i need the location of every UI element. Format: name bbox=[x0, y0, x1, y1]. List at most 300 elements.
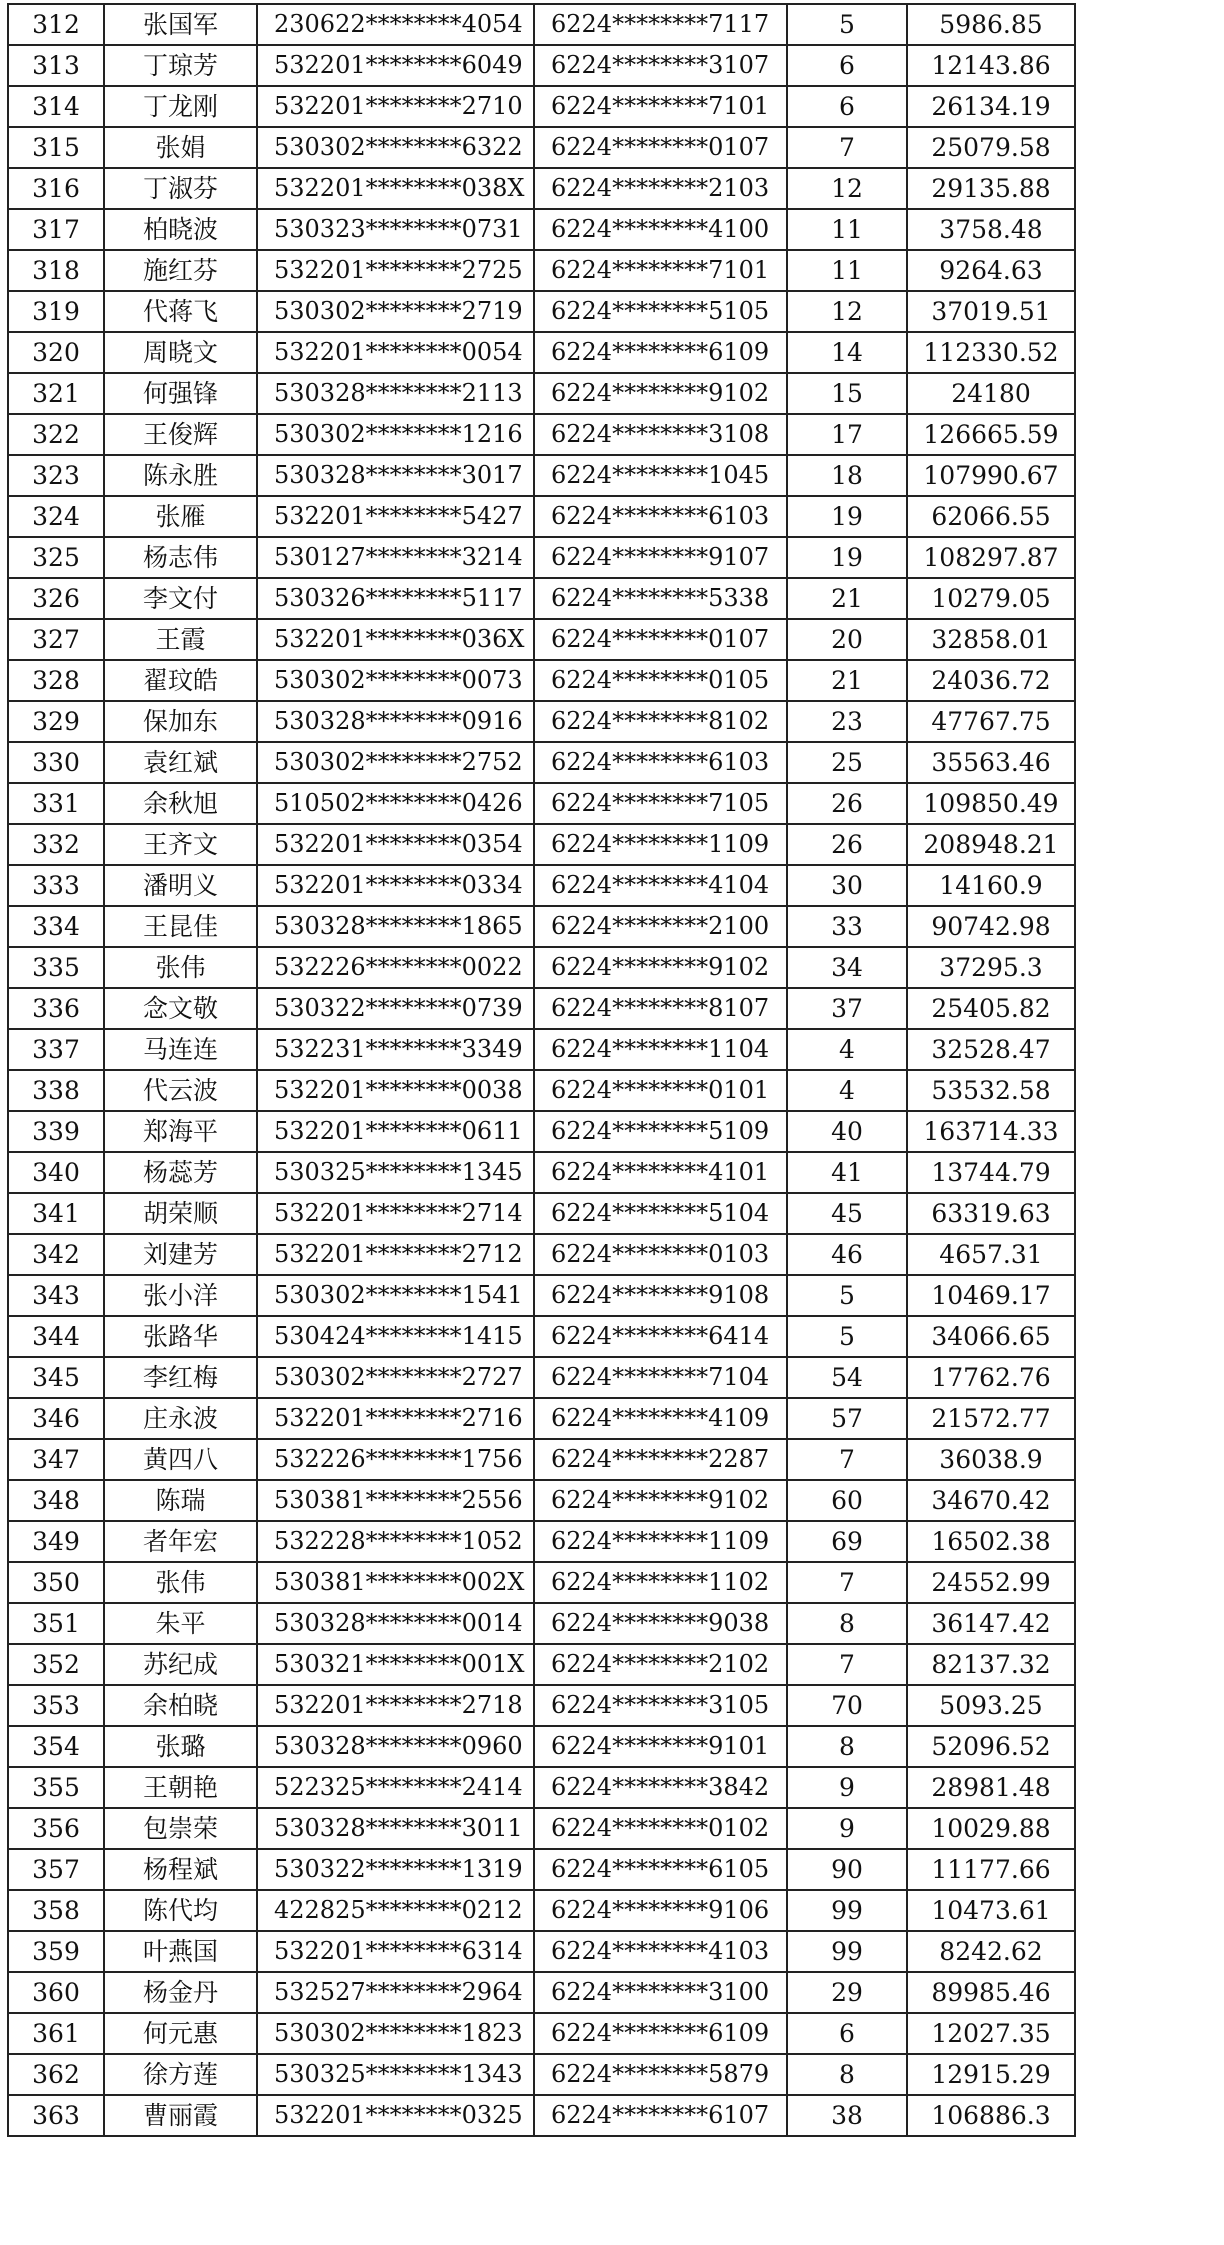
name-cell: 马连连 bbox=[104, 1029, 257, 1070]
count-cell: 99 bbox=[787, 1931, 907, 1972]
row-number-cell: 348 bbox=[8, 1480, 104, 1521]
id-number-cell: 530302********1216 bbox=[257, 414, 534, 455]
count-cell: 33 bbox=[787, 906, 907, 947]
count-cell: 38 bbox=[787, 2095, 907, 2136]
amount-cell: 28981.48 bbox=[907, 1767, 1075, 1808]
amount-cell: 108297.87 bbox=[907, 537, 1075, 578]
row-number-cell: 345 bbox=[8, 1357, 104, 1398]
row-number-cell: 331 bbox=[8, 783, 104, 824]
row-number-cell: 312 bbox=[8, 4, 104, 45]
row-number-cell: 330 bbox=[8, 742, 104, 783]
id-number-cell: 530302********0073 bbox=[257, 660, 534, 701]
name-cell: 周晓文 bbox=[104, 332, 257, 373]
table-row bbox=[8, 250, 1075, 291]
row-number-cell: 340 bbox=[8, 1152, 104, 1193]
amount-cell: 37019.51 bbox=[907, 291, 1075, 332]
bank-card-cell: 6224********0107 bbox=[534, 127, 787, 168]
table-row bbox=[8, 1603, 1075, 1644]
count-cell: 8 bbox=[787, 2054, 907, 2095]
name-cell: 潘明义 bbox=[104, 865, 257, 906]
table-row bbox=[8, 168, 1075, 209]
amount-cell: 13744.79 bbox=[907, 1152, 1075, 1193]
amount-cell: 34670.42 bbox=[907, 1480, 1075, 1521]
bank-card-cell: 6224********6103 bbox=[534, 496, 787, 537]
count-cell: 5 bbox=[787, 1275, 907, 1316]
row-number-cell: 356 bbox=[8, 1808, 104, 1849]
count-cell: 15 bbox=[787, 373, 907, 414]
name-cell: 张国军 bbox=[104, 4, 257, 45]
row-number-cell: 327 bbox=[8, 619, 104, 660]
id-number-cell: 510502********0426 bbox=[257, 783, 534, 824]
id-number-cell: 530328********0916 bbox=[257, 701, 534, 742]
name-cell: 叶燕国 bbox=[104, 1931, 257, 1972]
table-row bbox=[8, 209, 1075, 250]
row-number-cell: 358 bbox=[8, 1890, 104, 1931]
row-number-cell: 351 bbox=[8, 1603, 104, 1644]
name-cell: 胡荣顺 bbox=[104, 1193, 257, 1234]
table-row bbox=[8, 1234, 1075, 1275]
table-row bbox=[8, 291, 1075, 332]
bank-card-cell: 6224********9107 bbox=[534, 537, 787, 578]
bank-card-cell: 6224********1104 bbox=[534, 1029, 787, 1070]
bank-card-cell: 6224********8107 bbox=[534, 988, 787, 1029]
bank-card-cell: 6224********6414 bbox=[534, 1316, 787, 1357]
name-cell: 陈永胜 bbox=[104, 455, 257, 496]
name-cell: 陈瑞 bbox=[104, 1480, 257, 1521]
id-number-cell: 532201********0611 bbox=[257, 1111, 534, 1152]
table-row bbox=[8, 373, 1075, 414]
bank-card-cell: 6224********5104 bbox=[534, 1193, 787, 1234]
bank-card-cell: 6224********7101 bbox=[534, 86, 787, 127]
amount-cell: 52096.52 bbox=[907, 1726, 1075, 1767]
count-cell: 40 bbox=[787, 1111, 907, 1152]
row-number-cell: 341 bbox=[8, 1193, 104, 1234]
name-cell: 苏纪成 bbox=[104, 1644, 257, 1685]
id-number-cell: 530328********3011 bbox=[257, 1808, 534, 1849]
id-number-cell: 530302********1541 bbox=[257, 1275, 534, 1316]
id-number-cell: 532201********0354 bbox=[257, 824, 534, 865]
bank-card-cell: 6224********0103 bbox=[534, 1234, 787, 1275]
id-number-cell: 530328********0014 bbox=[257, 1603, 534, 1644]
name-cell: 杨蕊芳 bbox=[104, 1152, 257, 1193]
bank-card-cell: 6224********3107 bbox=[534, 45, 787, 86]
count-cell: 57 bbox=[787, 1398, 907, 1439]
table-row bbox=[8, 1070, 1075, 1111]
table-row bbox=[8, 86, 1075, 127]
id-number-cell: 532201********0054 bbox=[257, 332, 534, 373]
table-row bbox=[8, 619, 1075, 660]
count-cell: 5 bbox=[787, 1316, 907, 1357]
id-number-cell: 532201********2725 bbox=[257, 250, 534, 291]
name-cell: 余柏晓 bbox=[104, 1685, 257, 1726]
bank-card-cell: 6224********2100 bbox=[534, 906, 787, 947]
count-cell: 11 bbox=[787, 250, 907, 291]
name-cell: 张小洋 bbox=[104, 1275, 257, 1316]
table-row bbox=[8, 127, 1075, 168]
table-row bbox=[8, 1808, 1075, 1849]
count-cell: 21 bbox=[787, 578, 907, 619]
amount-cell: 11177.66 bbox=[907, 1849, 1075, 1890]
table-row bbox=[8, 947, 1075, 988]
table-row bbox=[8, 1316, 1075, 1357]
name-cell: 王霞 bbox=[104, 619, 257, 660]
row-number-cell: 352 bbox=[8, 1644, 104, 1685]
name-cell: 张娟 bbox=[104, 127, 257, 168]
table-row bbox=[8, 496, 1075, 537]
name-cell: 张璐 bbox=[104, 1726, 257, 1767]
id-number-cell: 532201********6314 bbox=[257, 1931, 534, 1972]
table-row bbox=[8, 455, 1075, 496]
amount-cell: 25079.58 bbox=[907, 127, 1075, 168]
table-row bbox=[8, 332, 1075, 373]
amount-cell: 126665.59 bbox=[907, 414, 1075, 455]
bank-card-cell: 6224********6107 bbox=[534, 2095, 787, 2136]
bank-card-cell: 6224********4101 bbox=[534, 1152, 787, 1193]
bank-card-cell: 6224********3842 bbox=[534, 1767, 787, 1808]
amount-cell: 10029.88 bbox=[907, 1808, 1075, 1849]
id-number-cell: 532228********1052 bbox=[257, 1521, 534, 1562]
bank-card-cell: 6224********4104 bbox=[534, 865, 787, 906]
id-number-cell: 532527********2964 bbox=[257, 1972, 534, 2013]
table-body bbox=[8, 4, 1075, 2136]
count-cell: 70 bbox=[787, 1685, 907, 1726]
name-cell: 郑海平 bbox=[104, 1111, 257, 1152]
row-number-cell: 318 bbox=[8, 250, 104, 291]
amount-cell: 5986.85 bbox=[907, 4, 1075, 45]
table-row bbox=[8, 1726, 1075, 1767]
amount-cell: 14160.9 bbox=[907, 865, 1075, 906]
count-cell: 30 bbox=[787, 865, 907, 906]
row-number-cell: 317 bbox=[8, 209, 104, 250]
table-row bbox=[8, 1398, 1075, 1439]
row-number-cell: 324 bbox=[8, 496, 104, 537]
amount-cell: 90742.98 bbox=[907, 906, 1075, 947]
id-number-cell: 530321********001X bbox=[257, 1644, 534, 1685]
bank-card-cell: 6224********6105 bbox=[534, 1849, 787, 1890]
row-number-cell: 357 bbox=[8, 1849, 104, 1890]
amount-cell: 163714.33 bbox=[907, 1111, 1075, 1152]
id-number-cell: 422825********0212 bbox=[257, 1890, 534, 1931]
name-cell: 袁红斌 bbox=[104, 742, 257, 783]
name-cell: 保加东 bbox=[104, 701, 257, 742]
row-number-cell: 315 bbox=[8, 127, 104, 168]
bank-card-cell: 6224********6103 bbox=[534, 742, 787, 783]
id-number-cell: 530424********1415 bbox=[257, 1316, 534, 1357]
bank-card-cell: 6224********9106 bbox=[534, 1890, 787, 1931]
row-number-cell: 329 bbox=[8, 701, 104, 742]
bank-card-cell: 6224********1109 bbox=[534, 824, 787, 865]
table-row bbox=[8, 988, 1075, 1029]
row-number-cell: 353 bbox=[8, 1685, 104, 1726]
bank-card-cell: 6224********7104 bbox=[534, 1357, 787, 1398]
table-row bbox=[8, 1111, 1075, 1152]
name-cell: 代云波 bbox=[104, 1070, 257, 1111]
row-number-cell: 337 bbox=[8, 1029, 104, 1070]
name-cell: 杨程斌 bbox=[104, 1849, 257, 1890]
row-number-cell: 322 bbox=[8, 414, 104, 455]
amount-cell: 47767.75 bbox=[907, 701, 1075, 742]
id-number-cell: 530127********3214 bbox=[257, 537, 534, 578]
id-number-cell: 532201********2710 bbox=[257, 86, 534, 127]
row-number-cell: 326 bbox=[8, 578, 104, 619]
amount-cell: 24552.99 bbox=[907, 1562, 1075, 1603]
count-cell: 45 bbox=[787, 1193, 907, 1234]
bank-card-cell: 6224********6109 bbox=[534, 332, 787, 373]
id-number-cell: 532226********0022 bbox=[257, 947, 534, 988]
row-number-cell: 350 bbox=[8, 1562, 104, 1603]
amount-cell: 24036.72 bbox=[907, 660, 1075, 701]
table-row bbox=[8, 1685, 1075, 1726]
name-cell: 朱平 bbox=[104, 1603, 257, 1644]
name-cell: 丁淑芬 bbox=[104, 168, 257, 209]
amount-cell: 34066.65 bbox=[907, 1316, 1075, 1357]
name-cell: 者年宏 bbox=[104, 1521, 257, 1562]
count-cell: 34 bbox=[787, 947, 907, 988]
name-cell: 张路华 bbox=[104, 1316, 257, 1357]
name-cell: 庄永波 bbox=[104, 1398, 257, 1439]
id-number-cell: 530326********5117 bbox=[257, 578, 534, 619]
count-cell: 41 bbox=[787, 1152, 907, 1193]
amount-cell: 106886.3 bbox=[907, 2095, 1075, 2136]
id-number-cell: 530322********1319 bbox=[257, 1849, 534, 1890]
count-cell: 26 bbox=[787, 783, 907, 824]
bank-card-cell: 6224********4100 bbox=[534, 209, 787, 250]
row-number-cell: 359 bbox=[8, 1931, 104, 1972]
bank-card-cell: 6224********6109 bbox=[534, 2013, 787, 2054]
table-row bbox=[8, 1029, 1075, 1070]
row-number-cell: 332 bbox=[8, 824, 104, 865]
id-number-cell: 532201********038X bbox=[257, 168, 534, 209]
table-row bbox=[8, 701, 1075, 742]
amount-cell: 26134.19 bbox=[907, 86, 1075, 127]
id-number-cell: 530302********6322 bbox=[257, 127, 534, 168]
amount-cell: 12143.86 bbox=[907, 45, 1075, 86]
id-number-cell: 532231********3349 bbox=[257, 1029, 534, 1070]
name-cell: 杨金丹 bbox=[104, 1972, 257, 2013]
table-row bbox=[8, 2054, 1075, 2095]
count-cell: 5 bbox=[787, 4, 907, 45]
amount-cell: 25405.82 bbox=[907, 988, 1075, 1029]
bank-card-cell: 6224********1102 bbox=[534, 1562, 787, 1603]
table-row bbox=[8, 1480, 1075, 1521]
amount-cell: 16502.38 bbox=[907, 1521, 1075, 1562]
count-cell: 12 bbox=[787, 291, 907, 332]
count-cell: 29 bbox=[787, 1972, 907, 2013]
row-number-cell: 361 bbox=[8, 2013, 104, 2054]
row-number-cell: 319 bbox=[8, 291, 104, 332]
name-cell: 王朝艳 bbox=[104, 1767, 257, 1808]
row-number-cell: 343 bbox=[8, 1275, 104, 1316]
row-number-cell: 323 bbox=[8, 455, 104, 496]
id-number-cell: 530302********1823 bbox=[257, 2013, 534, 2054]
bank-card-cell: 6224********0105 bbox=[534, 660, 787, 701]
name-cell: 何强锋 bbox=[104, 373, 257, 414]
name-cell: 王俊辉 bbox=[104, 414, 257, 455]
bank-card-cell: 6224********3105 bbox=[534, 1685, 787, 1726]
amount-cell: 112330.52 bbox=[907, 332, 1075, 373]
table-row bbox=[8, 660, 1075, 701]
amount-cell: 208948.21 bbox=[907, 824, 1075, 865]
row-number-cell: 349 bbox=[8, 1521, 104, 1562]
count-cell: 21 bbox=[787, 660, 907, 701]
count-cell: 9 bbox=[787, 1808, 907, 1849]
count-cell: 7 bbox=[787, 1439, 907, 1480]
id-number-cell: 530302********2719 bbox=[257, 291, 534, 332]
bank-card-cell: 6224********2102 bbox=[534, 1644, 787, 1685]
row-number-cell: 360 bbox=[8, 1972, 104, 2013]
amount-cell: 82137.32 bbox=[907, 1644, 1075, 1685]
id-number-cell: 532226********1756 bbox=[257, 1439, 534, 1480]
count-cell: 26 bbox=[787, 824, 907, 865]
table-row bbox=[8, 906, 1075, 947]
data-table bbox=[7, 3, 1076, 2137]
table-row bbox=[8, 537, 1075, 578]
count-cell: 69 bbox=[787, 1521, 907, 1562]
bank-card-cell: 6224********3108 bbox=[534, 414, 787, 455]
name-cell: 丁龙刚 bbox=[104, 86, 257, 127]
row-number-cell: 354 bbox=[8, 1726, 104, 1767]
bank-card-cell: 6224********5879 bbox=[534, 2054, 787, 2095]
amount-cell: 63319.63 bbox=[907, 1193, 1075, 1234]
table-row bbox=[8, 2095, 1075, 2136]
amount-cell: 12027.35 bbox=[907, 2013, 1075, 2054]
amount-cell: 107990.67 bbox=[907, 455, 1075, 496]
bank-card-cell: 6224********7105 bbox=[534, 783, 787, 824]
bank-card-cell: 6224********8102 bbox=[534, 701, 787, 742]
name-cell: 念文敬 bbox=[104, 988, 257, 1029]
count-cell: 23 bbox=[787, 701, 907, 742]
bank-card-cell: 6224********4109 bbox=[534, 1398, 787, 1439]
amount-cell: 32858.01 bbox=[907, 619, 1075, 660]
count-cell: 8 bbox=[787, 1603, 907, 1644]
table-row bbox=[8, 414, 1075, 455]
amount-cell: 24180 bbox=[907, 373, 1075, 414]
name-cell: 翟玟皓 bbox=[104, 660, 257, 701]
name-cell: 代蒋飞 bbox=[104, 291, 257, 332]
table-row bbox=[8, 1972, 1075, 2013]
count-cell: 6 bbox=[787, 86, 907, 127]
row-number-cell: 328 bbox=[8, 660, 104, 701]
id-number-cell: 532201********6049 bbox=[257, 45, 534, 86]
bank-card-cell: 6224********2287 bbox=[534, 1439, 787, 1480]
name-cell: 何元惠 bbox=[104, 2013, 257, 2054]
name-cell: 张雁 bbox=[104, 496, 257, 537]
table-row bbox=[8, 1849, 1075, 1890]
id-number-cell: 530302********2752 bbox=[257, 742, 534, 783]
row-number-cell: 316 bbox=[8, 168, 104, 209]
table-row bbox=[8, 783, 1075, 824]
count-cell: 19 bbox=[787, 537, 907, 578]
amount-cell: 9264.63 bbox=[907, 250, 1075, 291]
id-number-cell: 532201********2712 bbox=[257, 1234, 534, 1275]
id-number-cell: 530323********0731 bbox=[257, 209, 534, 250]
bank-card-cell: 6224********9102 bbox=[534, 947, 787, 988]
row-number-cell: 333 bbox=[8, 865, 104, 906]
amount-cell: 10469.17 bbox=[907, 1275, 1075, 1316]
amount-cell: 37295.3 bbox=[907, 947, 1075, 988]
row-number-cell: 314 bbox=[8, 86, 104, 127]
id-number-cell: 530328********1865 bbox=[257, 906, 534, 947]
count-cell: 60 bbox=[787, 1480, 907, 1521]
table-row bbox=[8, 45, 1075, 86]
bank-card-cell: 6224********0102 bbox=[534, 1808, 787, 1849]
row-number-cell: 339 bbox=[8, 1111, 104, 1152]
row-number-cell: 362 bbox=[8, 2054, 104, 2095]
count-cell: 54 bbox=[787, 1357, 907, 1398]
id-number-cell: 532201********2718 bbox=[257, 1685, 534, 1726]
row-number-cell: 334 bbox=[8, 906, 104, 947]
id-number-cell: 532201********2714 bbox=[257, 1193, 534, 1234]
count-cell: 6 bbox=[787, 45, 907, 86]
amount-cell: 109850.49 bbox=[907, 783, 1075, 824]
name-cell: 刘建芳 bbox=[104, 1234, 257, 1275]
amount-cell: 35563.46 bbox=[907, 742, 1075, 783]
bank-card-cell: 6224********9108 bbox=[534, 1275, 787, 1316]
count-cell: 9 bbox=[787, 1767, 907, 1808]
row-number-cell: 325 bbox=[8, 537, 104, 578]
bank-card-cell: 6224********0107 bbox=[534, 619, 787, 660]
table-row bbox=[8, 4, 1075, 45]
table-row bbox=[8, 742, 1075, 783]
name-cell: 柏晓波 bbox=[104, 209, 257, 250]
table-row bbox=[8, 1562, 1075, 1603]
id-number-cell: 532201********2716 bbox=[257, 1398, 534, 1439]
amount-cell: 36038.9 bbox=[907, 1439, 1075, 1480]
name-cell: 张伟 bbox=[104, 1562, 257, 1603]
table-row bbox=[8, 1931, 1075, 1972]
table-row bbox=[8, 1890, 1075, 1931]
table-row bbox=[8, 1521, 1075, 1562]
table-row bbox=[8, 865, 1075, 906]
name-cell: 杨志伟 bbox=[104, 537, 257, 578]
id-number-cell: 230622********4054 bbox=[257, 4, 534, 45]
name-cell: 张伟 bbox=[104, 947, 257, 988]
id-number-cell: 530381********2556 bbox=[257, 1480, 534, 1521]
row-number-cell: 320 bbox=[8, 332, 104, 373]
bank-card-cell: 6224********3100 bbox=[534, 1972, 787, 2013]
table-row bbox=[8, 1357, 1075, 1398]
row-number-cell: 347 bbox=[8, 1439, 104, 1480]
table-row bbox=[8, 1193, 1075, 1234]
id-number-cell: 530328********3017 bbox=[257, 455, 534, 496]
bank-card-cell: 6224********1045 bbox=[534, 455, 787, 496]
name-cell: 施红芬 bbox=[104, 250, 257, 291]
name-cell: 李文付 bbox=[104, 578, 257, 619]
row-number-cell: 335 bbox=[8, 947, 104, 988]
id-number-cell: 532201********0038 bbox=[257, 1070, 534, 1111]
row-number-cell: 346 bbox=[8, 1398, 104, 1439]
amount-cell: 3758.48 bbox=[907, 209, 1075, 250]
table-row bbox=[8, 2013, 1075, 2054]
row-number-cell: 342 bbox=[8, 1234, 104, 1275]
amount-cell: 17762.76 bbox=[907, 1357, 1075, 1398]
amount-cell: 29135.88 bbox=[907, 168, 1075, 209]
name-cell: 曹丽霞 bbox=[104, 2095, 257, 2136]
id-number-cell: 530302********2727 bbox=[257, 1357, 534, 1398]
name-cell: 陈代均 bbox=[104, 1890, 257, 1931]
name-cell: 徐方莲 bbox=[104, 2054, 257, 2095]
count-cell: 12 bbox=[787, 168, 907, 209]
row-number-cell: 338 bbox=[8, 1070, 104, 1111]
table-row bbox=[8, 1767, 1075, 1808]
count-cell: 7 bbox=[787, 1562, 907, 1603]
id-number-cell: 532201********0334 bbox=[257, 865, 534, 906]
count-cell: 19 bbox=[787, 496, 907, 537]
bank-card-cell: 6224********0101 bbox=[534, 1070, 787, 1111]
row-number-cell: 355 bbox=[8, 1767, 104, 1808]
table-row bbox=[8, 1275, 1075, 1316]
name-cell: 黄四八 bbox=[104, 1439, 257, 1480]
